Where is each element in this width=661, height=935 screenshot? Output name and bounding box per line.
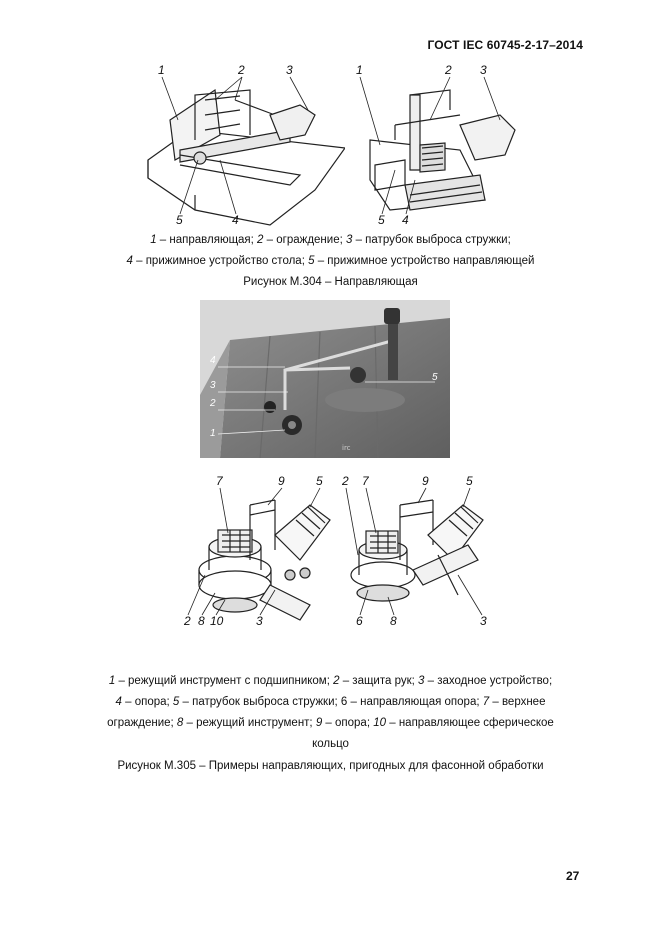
fig305-left-label-2: 2 (184, 614, 191, 628)
fig304-left-label-3: 3 (286, 63, 293, 77)
fig305-left-label-3: 3 (256, 614, 263, 628)
figure-305-legend-line-1: 1 – режущий инструмент с подшипником; 2 – защита рук; 3 – заходное устройство; (108, 675, 553, 687)
fig305-left-label-10: 10 (210, 614, 224, 628)
photo-watermark: irc (342, 444, 351, 452)
fig305-left-label-7: 7 (216, 475, 223, 488)
figure-304-legend-line-1: 1 – направляющая; 2 – ограждение; 3 – патрубок выброса стружки; (150, 234, 511, 246)
figure-304-right-drawing (350, 60, 530, 230)
fig304-left-label-4: 4 (232, 213, 239, 227)
photo-label-3: 3 (210, 380, 216, 391)
fig305-left-label-8: 8 (198, 614, 205, 628)
fig304-left-label-1: 1 (158, 63, 165, 77)
fig305-right-label-5: 5 (466, 475, 473, 488)
fig304-right-label-5: 5 (378, 213, 385, 227)
figure-304-caption: Рисунок М.304 – Направляющая (243, 276, 418, 288)
photo-label-1: 1 (210, 428, 216, 439)
fig305-right-label-8: 8 (390, 614, 397, 628)
fig305-right-label-6: 6 (356, 614, 363, 628)
photo-label-2: 2 (210, 398, 216, 409)
photo-label-4: 4 (210, 355, 216, 366)
figure-305-right-drawing (338, 475, 498, 635)
page-number: 27 (566, 869, 580, 883)
fig305-left-label-9: 9 (278, 475, 285, 488)
guide-photo (200, 300, 450, 458)
photo-label-5: 5 (432, 372, 438, 383)
figure-304-legend-line-2: 4 – прижимное устройство стола; 5 – прижимное устройство направляющей (126, 255, 535, 267)
figure-305-left-drawing (180, 475, 340, 635)
fig304-left-label-5: 5 (176, 213, 183, 227)
fig305-right-label-9: 9 (422, 475, 429, 488)
fig305-right-label-3: 3 (480, 614, 487, 628)
figure-305-legend-line-4: кольцо (312, 738, 349, 750)
fig304-right-label-3: 3 (480, 63, 487, 77)
figure-304-left-drawing (140, 60, 345, 230)
document-header: ГОСТ IEC 60745-2-17–2014 (427, 38, 583, 52)
figure-305-legend-line-2: 4 – опора; 5 – патрубок выброса стружки; 6 – направляющая опора; 7 – верхнее (115, 696, 546, 708)
fig305-right-label-7: 7 (362, 475, 369, 488)
figure-305-caption: Рисунок М.305 – Примеры направляющих, пригодных для фасонной обработки (117, 760, 544, 772)
fig304-right-label-2: 2 (445, 63, 452, 77)
fig305-left-label-5: 5 (316, 475, 323, 488)
fig304-right-label-4: 4 (402, 213, 409, 227)
fig304-left-label-2: 2 (238, 63, 245, 77)
fig305-right-label-2: 2 (342, 475, 349, 488)
figure-305-legend-line-3: ограждение; 8 – режущий инструмент; 9 – опора; 10 – направляющее сферическое (107, 717, 554, 729)
fig304-right-label-1: 1 (356, 63, 363, 77)
